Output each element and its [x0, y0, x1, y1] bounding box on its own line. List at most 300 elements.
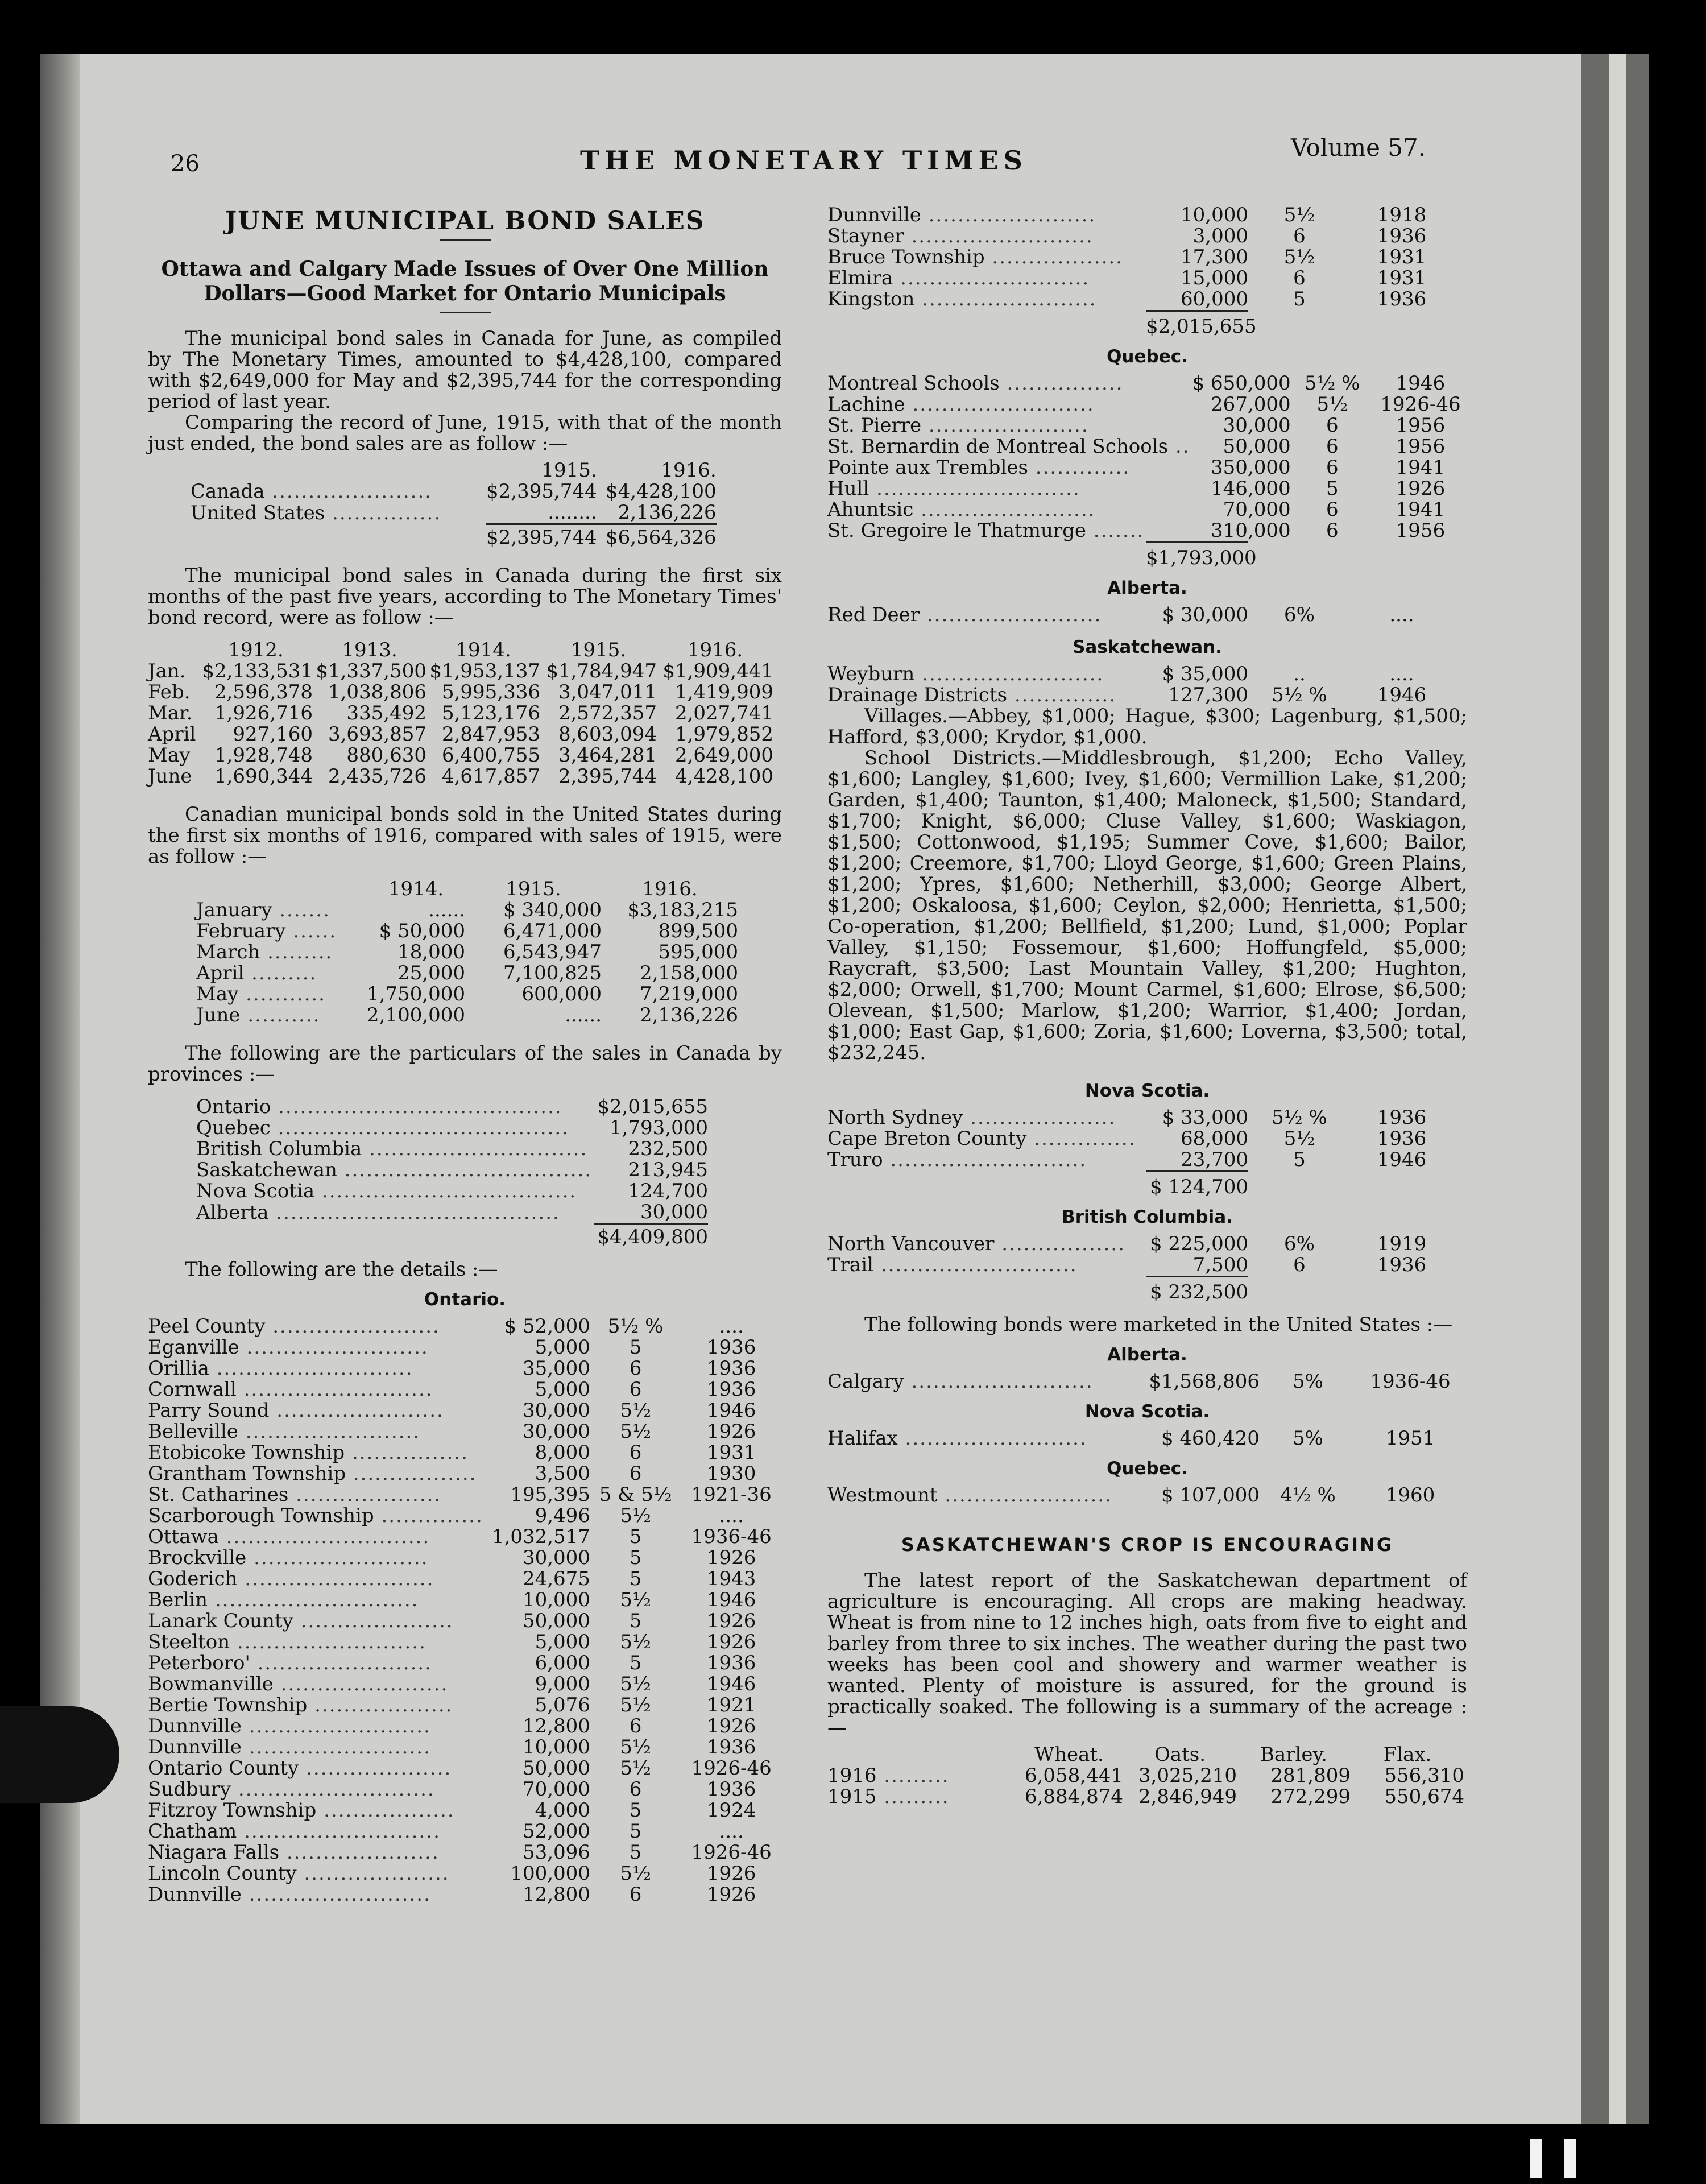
column-header: 1913. — [342, 639, 397, 661]
bond-maturity: 1931 — [1377, 246, 1427, 268]
sask-table — [827, 664, 1453, 706]
entry-label: Cornwall — [148, 1378, 237, 1401]
article-title: JUNE MUNICIPAL BOND SALES — [225, 206, 705, 235]
dot-leader: ..................... — [279, 1841, 440, 1864]
bond-amount: 70,000 — [1223, 498, 1291, 521]
entry-name — [148, 1842, 492, 1863]
sales-value: 8,603,094 — [558, 723, 657, 746]
entry-label: Steelton — [148, 1631, 230, 1653]
table-row — [148, 766, 773, 787]
dot-leader: ................ — [345, 1441, 469, 1464]
subtitle-rule — [440, 312, 491, 313]
entry-label: 1916 — [827, 1764, 877, 1787]
table-row — [196, 1097, 708, 1118]
sales-value: 3,693,857 — [328, 723, 426, 746]
entry-name — [148, 1800, 492, 1821]
blank-cell — [196, 879, 367, 900]
entry-label: United States — [191, 501, 325, 524]
dot-leader: ............................ — [218, 1525, 430, 1548]
table-row — [827, 1149, 1453, 1170]
entry-name — [148, 1379, 492, 1400]
table-row — [148, 1779, 782, 1800]
dot-leader: ....................................... — [271, 1095, 562, 1118]
table-row — [196, 1160, 708, 1181]
bond-amount: 9,000 — [535, 1673, 590, 1695]
entry-label: Bruce Township — [827, 246, 985, 268]
bond-rate: 6 — [1326, 414, 1339, 437]
entry-name — [196, 1181, 594, 1202]
entry-name — [827, 685, 1146, 706]
month-label: May — [148, 744, 191, 767]
dot-leader: .. — [1168, 435, 1190, 458]
ontario-total: $2,015,655 — [1146, 310, 1248, 337]
bond-rate: 5½ — [620, 1862, 651, 1885]
dot-leader: .......................... — [236, 1378, 433, 1401]
bond-rate: 5 — [629, 1567, 642, 1590]
value-1914: ...... — [428, 899, 466, 921]
bond-rate: 4½ % — [1280, 1484, 1336, 1507]
bond-maturity: 1926 — [706, 1546, 756, 1569]
month-label: Mar. — [148, 702, 193, 725]
value-1916: 2,136,226 — [640, 1004, 739, 1027]
entry-label: Weyburn — [827, 663, 915, 685]
dot-leader: .............. — [374, 1504, 483, 1527]
bond-rate: 6 — [1326, 519, 1339, 542]
entry-name — [827, 478, 1190, 499]
entry-label: St. Catharines — [148, 1483, 289, 1506]
bond-rate: .. — [1293, 663, 1306, 685]
table-row — [827, 268, 1453, 289]
dot-leader: .................. — [316, 1799, 455, 1822]
bond-maturity: 1946 — [706, 1673, 756, 1695]
entry-label: January — [196, 899, 272, 921]
entry-label: St. Pierre — [827, 414, 922, 437]
bond-rate: 5½ — [620, 1504, 651, 1527]
entry-label: Cape Breton County — [827, 1127, 1027, 1150]
entry-name — [196, 900, 367, 921]
sales-value: $1,784,947 — [546, 660, 657, 682]
entry-name — [827, 247, 1146, 268]
column-header: 1915. — [541, 459, 597, 482]
dot-leader: ........................ — [238, 1420, 421, 1443]
entry-label: Eganville — [148, 1336, 239, 1359]
bond-amount: 35,000 — [522, 1357, 590, 1380]
bond-rate: 6 — [629, 1378, 642, 1401]
bond-rate: 5½ % — [607, 1315, 664, 1338]
bond-rate: 5 — [629, 1525, 642, 1548]
table-row — [148, 1379, 782, 1400]
bond-maturity: 1943 — [706, 1567, 756, 1590]
column-header: 1914. — [456, 639, 511, 661]
dot-leader: ....................... — [273, 1673, 449, 1695]
bond-rate: 6 — [629, 1441, 642, 1464]
entry-label: Etobicoke Township — [148, 1441, 345, 1464]
entry-label: Peterboro' — [148, 1652, 250, 1674]
entry-label: Lanark County — [148, 1610, 293, 1632]
bond-amount: 68,000 — [1181, 1127, 1248, 1150]
bond-maturity: 1936-46 — [691, 1525, 772, 1548]
table-row — [148, 640, 773, 661]
dot-leader: .......................... — [237, 1567, 434, 1590]
entry-label: Saskatchewan — [196, 1159, 337, 1181]
bond-rate: 5% — [1293, 1427, 1323, 1450]
entry-label: Chatham — [148, 1820, 237, 1843]
table-row — [827, 226, 1453, 247]
entry-label: Scarborough Township — [148, 1504, 374, 1527]
table-row — [196, 900, 738, 921]
bond-rate: 5 — [629, 1799, 642, 1822]
value-1915: 600,000 — [521, 983, 602, 1006]
entry-label: Kingston — [827, 288, 915, 311]
column-header: 1914. — [388, 878, 444, 900]
dot-leader: .............. — [1026, 1127, 1136, 1150]
sales-value: 1,926,716 — [214, 702, 313, 725]
entry-name — [827, 415, 1190, 436]
bond-maturity: 1924 — [706, 1799, 756, 1822]
province-value: 30,000 — [640, 1201, 708, 1223]
bond-maturity: 1936-46 — [1370, 1370, 1451, 1393]
entry-name — [827, 1149, 1146, 1170]
bond-amount: 3,000 — [1192, 225, 1248, 247]
entry-name — [827, 373, 1190, 394]
acreage-value: 6,884,874 — [1024, 1785, 1123, 1808]
province-total: $4,409,800 — [594, 1224, 708, 1248]
bond-maturity: 1926 — [706, 1862, 756, 1885]
bond-amount: $ 33,000 — [1162, 1106, 1248, 1129]
table-row — [148, 1800, 782, 1821]
page-binding — [40, 54, 80, 2124]
dot-leader: ......................... — [241, 1736, 431, 1759]
table-row — [148, 1358, 782, 1379]
sales-value: 1,038,806 — [328, 681, 426, 704]
entry-name — [148, 1632, 492, 1653]
section-heading: Ontario. — [424, 1289, 506, 1310]
entry-label: Pointe aux Trembles — [827, 456, 1028, 479]
dot-leader: ................. — [345, 1462, 477, 1485]
bond-amount: 10,000 — [522, 1736, 590, 1759]
entry-name — [148, 1758, 492, 1779]
entry-name — [827, 1485, 1146, 1506]
sales-value: 6,400,755 — [441, 744, 540, 767]
bond-amount: 10,000 — [1181, 204, 1248, 226]
section-heading: Saskatchewan. — [1073, 637, 1222, 657]
table-row — [148, 1758, 782, 1779]
entry-label: Bowmanville — [148, 1673, 274, 1695]
sales-value: 335,492 — [346, 702, 426, 725]
sales-value: 2,435,726 — [328, 765, 426, 788]
column-header: 1916. — [661, 459, 717, 482]
table-row — [827, 478, 1467, 499]
bond-rate: 5½ — [1283, 246, 1315, 268]
bond-amount: 5,076 — [535, 1694, 590, 1716]
entry-label: Ontario County — [148, 1757, 299, 1780]
bond-amount: 127,300 — [1168, 684, 1248, 706]
dot-leader: ........................... — [209, 1357, 413, 1380]
table-row — [827, 436, 1467, 457]
dot-leader: ........................................ — [270, 1116, 569, 1139]
bond-amount: 1,032,517 — [491, 1525, 590, 1548]
table-row — [827, 205, 1453, 226]
section-heading: Quebec. — [1107, 346, 1188, 367]
bond-maturity: 1936 — [1377, 1106, 1427, 1129]
bond-rate: 5½ — [620, 1757, 651, 1780]
entry-label: St. Bernardin de Montreal Schools — [827, 435, 1169, 458]
column-header: Barley. — [1260, 1743, 1327, 1766]
next-page-sliver — [1609, 54, 1626, 2124]
table-row — [148, 1821, 782, 1842]
table-row — [191, 524, 717, 549]
school-districts-paragraph: School Districts.—Middlesbrough, $1,200; Echo Valley, $1,600; Langley, $1,600; Ivey, $1,600; Vermillion Lake, $1,200; Garden, $1,400; Taunton, $1,400; Maloneck, $1,500; Standard, $1,700; Knight, $6,000; Cluse Valley, $1,600; Waskiagon, $1,500; Cottonwood, $1,195; Summer Cove, $1,600; Bailor, $1,200; Creemore, $1,700; Lloyd George, $1,600; Green Plains, $1,200; Ypres, $1,600; Netherhill, $3,000; George Albert, $1,200; Oskaloosa, $1,600; Ceylon, $2,000; Henrietta, $1,500; Co-operation, $1,200; Bellfield, $1,200; Lund, $1,000; Poplar Valley, $1,150; Fossemour, $1,600; Hoffungfeld, $5,000; Raycraft, $3,500; Last Mountain Valley, $1,200; Hughton, $2,000; Orwell, $1,700; Mount Carmel, $1,600; Elrose, $6,500; Olevean, $1,500; Marlow, $1,200; Warrior, $1,400; Jordan, $1,000; East Gap, $1,600; Zoria, $1,600; Loverna, $3,500; total, $232,245. — [827, 747, 1467, 1064]
subtitle-line: Dollars—Good Market for Ontario Municipals — [204, 282, 726, 305]
dot-leader: .................... — [296, 1862, 450, 1885]
value-1916: 899,500 — [658, 920, 739, 942]
entry-name — [148, 1863, 492, 1884]
entry-label: Niagara Falls — [148, 1841, 280, 1864]
bond-amount: 53,096 — [522, 1841, 590, 1864]
bond-rate: 6 — [1293, 267, 1306, 289]
column-header: Wheat. — [1034, 1743, 1104, 1766]
paragraph: Comparing the record of June, 1915, with that of the month just ended, the bond sales are as follow :— — [148, 411, 782, 455]
bond-rate: 5½ — [1283, 204, 1315, 226]
bond-rate: 5 — [629, 1336, 642, 1359]
dot-leader: ....................... — [269, 1399, 444, 1422]
bond-amount: 100,000 — [510, 1862, 590, 1885]
bond-amount: 52,000 — [522, 1820, 590, 1843]
dot-leader: ...... — [285, 920, 337, 942]
sales-value: $1,337,500 — [316, 660, 426, 682]
entry-label: Dunnville — [148, 1883, 242, 1906]
dot-leader: ........................... — [231, 1778, 435, 1801]
dot-leader: ......................... — [241, 1883, 431, 1906]
left-column — [148, 206, 782, 1906]
table-row — [148, 1737, 782, 1758]
dot-leader: .......................... — [230, 1631, 426, 1653]
entry-name — [827, 520, 1190, 541]
month-label: Jan. — [148, 660, 186, 682]
bc-table — [827, 1234, 1453, 1276]
table-row — [148, 1611, 782, 1632]
entry-name — [148, 1505, 492, 1527]
bond-maturity: 1926-46 — [691, 1841, 772, 1864]
table-row — [827, 415, 1467, 436]
dot-leader: ....... — [1086, 519, 1145, 542]
table-row — [196, 942, 738, 963]
bond-amount: 70,000 — [522, 1778, 590, 1801]
villages-paragraph: Villages.—Abbey, $1,000; Hague, $300; Lagenburg, $1,500; Hafford, $3,000; Krydor, $1,000. — [827, 705, 1467, 748]
entry-name — [148, 1527, 492, 1548]
bond-maturity: 1936 — [1377, 1254, 1427, 1276]
province-value: 124,700 — [628, 1180, 708, 1202]
sales-value: 2,027,741 — [674, 702, 773, 725]
bond-maturity: 1936 — [1377, 225, 1427, 247]
entry-label: Dunnville — [148, 1715, 242, 1738]
us-sales-table — [196, 879, 738, 1026]
film-border-bottom — [0, 2124, 1706, 2184]
bond-amount: $ 225,000 — [1149, 1232, 1248, 1255]
bond-amount: 10,000 — [522, 1589, 590, 1611]
dot-leader: ............................ — [208, 1589, 419, 1611]
entry-name — [148, 1442, 492, 1463]
entry-name — [827, 664, 1146, 685]
entry-label: February — [196, 920, 286, 942]
table-row — [827, 664, 1453, 685]
table-row — [148, 1884, 782, 1905]
table-row — [827, 1485, 1464, 1506]
dot-leader: .................... — [288, 1483, 442, 1506]
entry-label: Bertie Township — [148, 1694, 308, 1716]
entry-name — [196, 921, 367, 942]
sales-value: $2,133,531 — [202, 660, 313, 682]
entry-name — [827, 1234, 1146, 1255]
entry-label: Nova Scotia — [196, 1180, 315, 1202]
entry-name — [827, 499, 1190, 520]
table-row — [196, 1181, 708, 1202]
dot-leader: .............. — [1007, 684, 1117, 706]
table-row — [148, 682, 773, 703]
bond-amount: $ 30,000 — [1162, 603, 1248, 626]
table-row — [827, 1371, 1464, 1392]
table-row — [827, 520, 1467, 541]
dot-leader: ......................... — [914, 663, 1104, 685]
value-1914: 25,000 — [397, 962, 466, 985]
blank-cell — [196, 1224, 594, 1248]
quebec-total: $1,793,000 — [1146, 541, 1248, 569]
bond-rate: 5 — [629, 1610, 642, 1632]
bond-maturity: 1926 — [706, 1610, 756, 1632]
section-heading: Nova Scotia. — [1084, 1401, 1210, 1422]
bond-amount: 146,000 — [1211, 477, 1291, 500]
entry-label: March — [196, 941, 260, 963]
dot-leader: ......... — [876, 1785, 950, 1808]
bond-amount: 12,800 — [522, 1883, 590, 1906]
table-row — [148, 1548, 782, 1569]
paragraph: The following are the particulars of the sales in Canada by provinces :— — [148, 1042, 782, 1086]
table-row — [827, 1744, 1464, 1765]
table-row — [148, 1484, 782, 1505]
bond-maturity: .... — [1389, 663, 1414, 685]
value-1915: 6,543,947 — [503, 941, 602, 963]
entry-label: Lachine — [827, 393, 905, 416]
dot-leader: .................. — [984, 246, 1123, 268]
bond-amount: $ 35,000 — [1162, 663, 1248, 685]
bond-maturity: 1926 — [706, 1883, 756, 1906]
table-row — [148, 1653, 782, 1674]
bond-rate: 6 — [629, 1462, 642, 1485]
table-row — [148, 661, 773, 682]
column-header: 1915. — [570, 639, 627, 661]
entry-name — [148, 1674, 492, 1695]
bond-maturity: 1926 — [706, 1631, 756, 1653]
bond-rate: 6 — [629, 1357, 642, 1380]
dot-leader: ......... — [876, 1764, 950, 1787]
table-row — [196, 879, 738, 900]
bond-rate: 6% — [1284, 603, 1315, 626]
quebec-table — [827, 373, 1467, 541]
sales-value: $1,953,137 — [429, 660, 540, 682]
sales-value: 1,928,748 — [214, 744, 313, 767]
bond-maturity: .... — [719, 1504, 744, 1527]
bond-maturity: 1936 — [1377, 288, 1427, 311]
entry-name — [827, 1255, 1146, 1276]
nova-scotia-table — [827, 1107, 1453, 1170]
table-row — [148, 1316, 782, 1337]
dot-leader: .............................. — [362, 1138, 588, 1160]
entry-name — [196, 1202, 594, 1224]
entry-label: Truro — [827, 1148, 883, 1171]
column-header: 1916. — [642, 878, 698, 900]
bond-amount: 17,300 — [1181, 246, 1248, 268]
value-1916: 2,158,000 — [640, 962, 739, 985]
section-heading: Nova Scotia. — [1084, 1081, 1210, 1101]
us-alberta-table — [827, 1371, 1464, 1392]
table-row — [148, 1590, 782, 1611]
value-1916: 595,000 — [658, 941, 739, 963]
bond-rate: 5½ — [620, 1736, 651, 1759]
bond-maturity: 1921-36 — [691, 1483, 772, 1506]
paragraph: Canadian municipal bonds sold in the United States during the first six months of 1916, compared with sales of 1915, were as follow :— — [148, 803, 782, 868]
sales-value: 1,690,344 — [214, 765, 313, 788]
entry-label: North Vancouver — [827, 1232, 995, 1255]
entry-label: Elmira — [827, 267, 893, 289]
entry-name — [196, 1160, 594, 1181]
bond-maturity: 1936 — [706, 1357, 756, 1380]
entry-label: Dunnville — [827, 204, 921, 226]
alberta-table — [827, 605, 1453, 626]
table-row — [196, 921, 738, 942]
total-1915: $2,395,744 — [486, 524, 597, 549]
table-row — [196, 963, 738, 984]
dot-leader: ............. — [1028, 456, 1131, 479]
bc-total: $ 232,500 — [1146, 1276, 1248, 1303]
table-row — [148, 1842, 782, 1863]
table-row — [148, 1421, 782, 1442]
entry-label: Ottawa — [148, 1525, 219, 1548]
entry-name — [148, 1737, 492, 1758]
value-1916: 7,219,000 — [640, 983, 739, 1006]
acreage-value: 556,310 — [1384, 1764, 1464, 1787]
entry-name — [148, 1695, 492, 1716]
bond-maturity: 1946 — [1377, 1148, 1427, 1171]
table-row — [827, 289, 1453, 310]
bond-amount: 50,000 — [1223, 435, 1291, 458]
entry-name — [827, 457, 1190, 478]
bond-maturity: .... — [1389, 603, 1414, 626]
entry-label: April — [196, 962, 245, 985]
bond-rate: 5 — [629, 1546, 642, 1569]
entry-label: British Columbia — [196, 1138, 362, 1160]
dot-leader: ....... — [272, 899, 330, 921]
paragraph: The municipal bond sales in Canada for June, as compiled by The Monetary Times, amounted to $4,428,100, compared with $2,649,000 for May and $2,395,744 for the corresponding period of last year. — [148, 327, 782, 413]
paragraph: The following bonds were marketed in the United States :— — [864, 1313, 1453, 1336]
dot-leader: ........................ — [246, 1546, 429, 1569]
ontario-table — [148, 1316, 782, 1905]
entry-name — [827, 1128, 1146, 1149]
table-row — [827, 373, 1467, 394]
blank-cell — [827, 1744, 1015, 1765]
five-year-table — [148, 640, 773, 787]
sales-value: 2,649,000 — [674, 744, 773, 767]
entry-name — [148, 1884, 492, 1905]
table-row — [827, 394, 1467, 415]
table-row — [191, 502, 717, 524]
bond-maturity: 1941 — [1396, 498, 1446, 521]
sales-value: 2,572,357 — [558, 702, 657, 725]
entry-label: Halifax — [827, 1427, 898, 1450]
dot-leader: .................... — [299, 1757, 452, 1780]
dot-leader: ......................... — [241, 1715, 431, 1738]
bond-maturity: 1946 — [706, 1399, 756, 1422]
dot-leader: ........................... — [883, 1148, 1087, 1171]
